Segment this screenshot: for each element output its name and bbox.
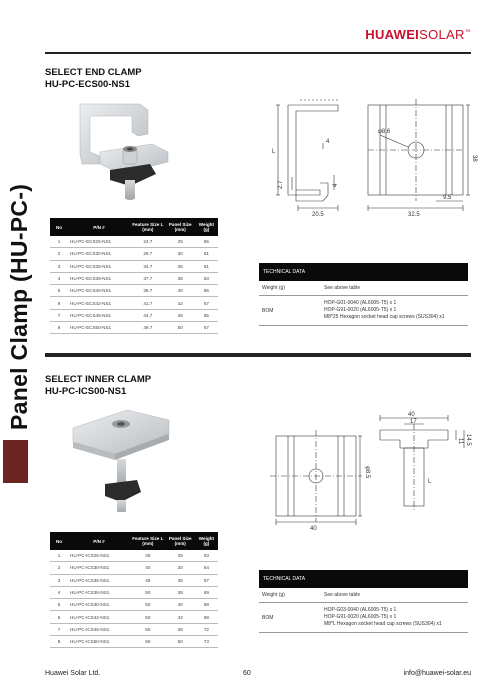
table-row xyxy=(259,296,468,326)
table-cell: 55 xyxy=(130,623,166,635)
table-cell: 44.7 xyxy=(130,309,166,321)
table-row xyxy=(50,611,218,623)
column-header: Feature Size L (mm) xyxy=(130,532,166,550)
table-header-row xyxy=(50,218,218,236)
inner-dim-label: 17 xyxy=(410,419,417,425)
inner-clamp-spec-table xyxy=(50,532,218,648)
table-cell: 50 xyxy=(166,322,195,334)
column-header: Feature Size L (mm) xyxy=(130,218,166,236)
inner-clamp-heading xyxy=(45,374,151,398)
end-dim-label: 4 xyxy=(326,139,330,145)
table-cell: 38 xyxy=(166,272,195,284)
table-cell: 63 xyxy=(195,550,218,562)
table-cell: 3 xyxy=(50,260,68,272)
table-cell: 30 xyxy=(166,562,195,574)
inner-dim-label: L xyxy=(428,479,432,485)
table-cell: 50 xyxy=(166,636,195,648)
end-dim-label: 20.5 xyxy=(312,212,324,218)
table-cell: 35 xyxy=(166,260,195,272)
table-cell: 8 xyxy=(50,322,68,334)
table-row xyxy=(50,236,218,248)
table-cell: 69 xyxy=(195,599,218,611)
table-cell: 25 xyxy=(166,550,195,562)
table-cell: HU-PC-ICS42-NS1 xyxy=(68,611,130,623)
table-header-row xyxy=(50,532,218,550)
end-dim-label: L xyxy=(272,149,276,155)
table-row xyxy=(50,623,218,635)
table-cell: HU-PC-ICS50-NS1 xyxy=(68,636,130,648)
table-row xyxy=(50,550,218,562)
table-cell: 1 xyxy=(50,550,68,562)
table-cell: HU-PC-ECS30-NS1 xyxy=(68,248,130,260)
table-cell: 40 xyxy=(166,285,195,297)
table-row xyxy=(50,260,218,272)
table-row xyxy=(50,636,218,648)
bom-line: HOP-G91-0020 (AL6005-T5) x 1 xyxy=(324,614,397,620)
table-cell: 45 xyxy=(166,309,195,321)
inner-clamp-technical-drawing xyxy=(268,408,473,530)
end-dim-label: 38 xyxy=(471,155,477,162)
table-row xyxy=(50,562,218,574)
table-cell: 30 xyxy=(166,248,195,260)
table-row xyxy=(50,285,218,297)
table-row xyxy=(259,588,468,603)
end-clamp-product-image xyxy=(70,92,180,207)
inner-dim-label: 40 xyxy=(408,412,415,418)
table-cell: 1 xyxy=(50,236,68,248)
table-cell: 50 xyxy=(130,611,166,623)
weight-value: See above table xyxy=(321,588,468,603)
column-header: Weight (g) xyxy=(195,218,218,236)
table-cell: HU-PC-ECS25-NS1 xyxy=(68,236,130,248)
sidebar-accent-block xyxy=(3,440,28,483)
end-dim-label: 9.5 xyxy=(443,195,452,201)
table-row xyxy=(50,309,218,321)
end-clamp-heading xyxy=(45,67,142,91)
table-cell: 60 xyxy=(130,636,166,648)
table-cell: 45 xyxy=(130,574,166,586)
table-cell: 61 xyxy=(195,260,218,272)
table-cell: HU-PC-ECS50-NS1 xyxy=(68,322,130,334)
technical-data-header: TECHNICAL DATA xyxy=(259,570,468,588)
huawei-solar-logo: HUAWEISOLAR™ xyxy=(365,27,471,42)
table-cell: 24.7 xyxy=(130,236,166,248)
weight-value: See above table xyxy=(321,281,468,296)
column-header: P/N # xyxy=(68,532,130,550)
table-cell: HU-PC-ECS45-NS1 xyxy=(68,309,130,321)
table-cell: 63 xyxy=(195,272,218,284)
end-dim-label: 4 xyxy=(333,183,339,187)
table-cell: HU-PC-ECS38-NS1 xyxy=(68,272,130,284)
table-cell: 8 xyxy=(50,636,68,648)
table-row xyxy=(50,599,218,611)
end-clamp-code: HU-PC-ECS00-NS1 xyxy=(45,79,130,90)
bom-line: HOP-G91-0020 (AL6005-T5) x 1 xyxy=(324,307,397,313)
weight-label: Weight (g) xyxy=(259,588,321,603)
table-cell: 35 xyxy=(166,574,195,586)
table-cell: HU-PC-ICS40-NS1 xyxy=(68,599,130,611)
table-cell: 42 xyxy=(166,611,195,623)
table-cell: 6 xyxy=(50,611,68,623)
column-header: Panel Size (mm) xyxy=(166,218,195,236)
table-row xyxy=(50,297,218,309)
end-dim-label: φ8.6 xyxy=(378,129,391,135)
table-cell: HU-PC-ECS40-NS1 xyxy=(68,285,130,297)
table-cell: 3 xyxy=(50,574,68,586)
table-cell: 72 xyxy=(195,623,218,635)
column-header: Weight (g) xyxy=(195,532,218,550)
table-cell: 35 xyxy=(130,550,166,562)
end-dim-label: 32.5 xyxy=(408,212,420,218)
bom-label: BOM xyxy=(259,603,321,633)
end-dim-label: 2.7 xyxy=(278,180,284,189)
footer-email[interactable]: info@huawei-solar.eu xyxy=(403,670,471,677)
table-cell: 4 xyxy=(50,586,68,598)
table-cell: 2 xyxy=(50,562,68,574)
table-cell: HU-PC-ICS45-NS1 xyxy=(68,623,130,635)
inner-dim-label: φ8.5 xyxy=(364,466,370,479)
table-cell: HU-PC-ECS35-NS1 xyxy=(68,260,130,272)
table-cell: 5 xyxy=(50,599,68,611)
table-cell: HU-PC-ICS38-NS1 xyxy=(68,586,130,598)
table-cell: 37.7 xyxy=(130,272,166,284)
table-cell: 29.7 xyxy=(130,248,166,260)
table-cell: 69 xyxy=(195,586,218,598)
bom-line: HOP-G03-0040 (AL6005-T5) x 1 xyxy=(324,607,397,613)
table-cell: 42 xyxy=(166,297,195,309)
table-cell: HU-PC-ICS30-NS1 xyxy=(68,562,130,574)
table-cell: 5 xyxy=(50,285,68,297)
bom-line: M8*L Hexagon socket head cap screws (SUS304) x1 xyxy=(324,621,442,627)
table-cell: 61 xyxy=(195,248,218,260)
table-cell: 38 xyxy=(166,586,195,598)
end-clamp-technical-data xyxy=(259,263,468,326)
table-cell: 65 xyxy=(195,285,218,297)
header-divider xyxy=(45,52,471,54)
table-row xyxy=(50,574,218,586)
inner-clamp-technical-data xyxy=(259,570,468,633)
table-cell: 40 xyxy=(130,562,166,574)
section-divider xyxy=(45,353,471,357)
inner-dim-label: 14.5 xyxy=(465,434,471,446)
table-cell: 25 xyxy=(166,236,195,248)
column-header: No xyxy=(50,218,68,236)
table-row xyxy=(50,586,218,598)
table-cell: 55 xyxy=(195,236,218,248)
table-cell: 73 xyxy=(195,636,218,648)
inner-dim-label: 40 xyxy=(310,526,317,532)
table-cell: HU-PC-ECS42-NS1 xyxy=(68,297,130,309)
end-clamp-spec-table xyxy=(50,218,218,334)
column-header: Panel Size (mm) xyxy=(166,532,195,550)
table-cell: 39.7 xyxy=(130,285,166,297)
inner-clamp-product-image xyxy=(65,404,175,519)
footer-page-number: 60 xyxy=(243,670,251,677)
inner-clamp-title: SELECT INNER CLAMP xyxy=(45,374,152,385)
table-cell: 2 xyxy=(50,248,68,260)
technical-data-header: TECHNICAL DATA xyxy=(259,263,468,281)
end-clamp-title: SELECT END CLAMP xyxy=(45,67,142,78)
table-cell: 50 xyxy=(130,599,166,611)
table-cell: 67 xyxy=(195,297,218,309)
table-row xyxy=(50,248,218,260)
table-cell: 65 xyxy=(195,309,218,321)
table-cell: HU-PC-ICS35-NS1 xyxy=(68,574,130,586)
table-cell: 69 xyxy=(195,611,218,623)
table-cell: 50 xyxy=(130,586,166,598)
table-cell: 41.7 xyxy=(130,297,166,309)
table-row xyxy=(50,322,218,334)
table-cell: HU-PC-ICS25-NS1 xyxy=(68,550,130,562)
inner-dim-label: 11 xyxy=(457,438,463,445)
table-cell: 6 xyxy=(50,297,68,309)
table-cell: 40 xyxy=(166,599,195,611)
bom-line: HOP-G01-0040 (AL6005-T5) x 1 xyxy=(324,300,397,306)
bom-label: BOM xyxy=(259,296,321,326)
sidebar-title: Panel Clamp (HU-PC-) xyxy=(6,183,32,430)
table-cell: 34.7 xyxy=(130,260,166,272)
table-cell: 67 xyxy=(195,574,218,586)
weight-label: Weight (g) xyxy=(259,281,321,296)
table-row xyxy=(259,281,468,296)
bom-line: M8*25 Hexagon socket head cap screws (SUS304) x1 xyxy=(324,314,445,320)
table-row xyxy=(259,603,468,633)
end-clamp-technical-drawing xyxy=(268,95,477,220)
inner-clamp-code: HU-PC-ICS00-NS1 xyxy=(45,386,127,397)
table-row xyxy=(50,272,218,284)
table-cell: 67 xyxy=(195,322,218,334)
table-cell: 7 xyxy=(50,623,68,635)
table-cell: 4 xyxy=(50,272,68,284)
footer-company: Huawei Solar Ltd. xyxy=(45,670,101,677)
table-cell: 7 xyxy=(50,309,68,321)
table-cell: 64 xyxy=(195,562,218,574)
table-cell: 45 xyxy=(166,623,195,635)
table-cell: 49.7 xyxy=(130,322,166,334)
column-header: P/N # xyxy=(68,218,130,236)
column-header: No xyxy=(50,532,68,550)
